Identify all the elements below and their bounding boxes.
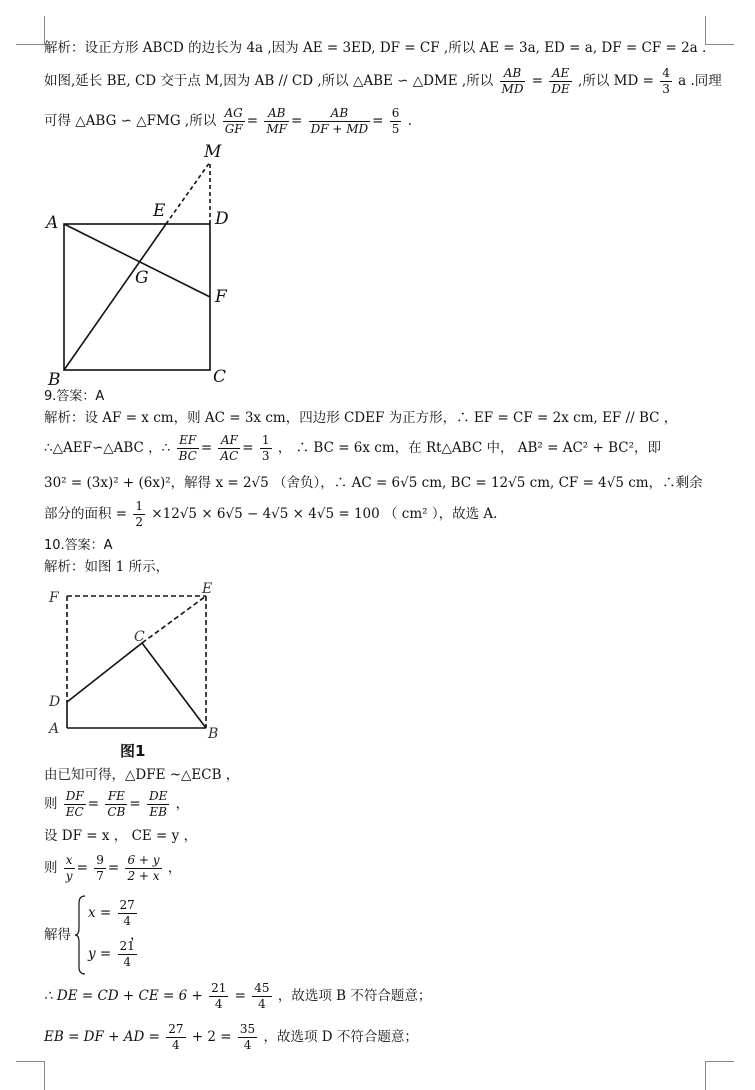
- s8-line-2: 如图,延长 BE, CD 交于点 M,因为 AB // CD ,所以 △ABE ∽ △DME ,所以 $\frac{AB}{MD}$ = $\frac{AE}{DE}$ ,所以 MD = $\frac{4}{3}$ a .同理: [44, 66, 722, 96]
- label-g: G: [135, 268, 149, 288]
- fraction-27-4-x: $\frac{27}{4}$: [119, 898, 135, 928]
- s10-eq: 则 $\frac{x}{y}$ = $\frac{9}{7}$ = $\frac{6 + y}{2 + x}$ ，: [44, 853, 182, 883]
- s8-line-1-text: 解析：设正方形 ABCD 的边长为 4a ,因为 AE = 3ED, DF = CF ,所以 AE = 3a, ED = a, DF = CF = 2a .: [44, 40, 707, 56]
- fig1-label-b: B: [208, 726, 219, 742]
- fraction-9-7: $\frac{9}{7}$: [96, 853, 104, 883]
- label-m: M: [204, 142, 222, 162]
- fig1-label-f: F: [49, 590, 59, 606]
- s9-line-4: 部分的面积 = $\frac{1}{2}$ ×12√5 × 6√5 − 4√5 × 4√5 = 100 （ cm² ），故选 A.: [44, 499, 498, 529]
- fraction-1-3: $\frac{1}{3}$: [261, 433, 270, 463]
- fraction-4-3: $\frac{4}{3}$: [662, 66, 670, 96]
- corner-mark-top-left: [16, 16, 45, 45]
- segment-dc: [67, 643, 142, 702]
- label-e: E: [153, 201, 166, 221]
- fraction-af-ac: $\frac{AF}{AC}$: [220, 433, 239, 463]
- fraction-ae-de: $\frac{AE}{DE}$: [551, 66, 570, 96]
- fraction-27-4: $\frac{27}{4}$: [168, 1022, 184, 1052]
- figure-caption: 图1: [120, 742, 146, 760]
- s10-line-1: 解析：如图 1 所示，: [44, 559, 170, 575]
- s10-answer: 10.答案：A: [44, 538, 113, 553]
- square-abcd: [64, 224, 210, 370]
- fraction-1-2: $\frac{1}{2}$: [135, 499, 144, 529]
- fig1-label-c: C: [134, 629, 145, 645]
- fig1-label-d: D: [49, 694, 61, 710]
- s9-line-2: ∴△AEF∽△ABC ，∴ $\frac{EF}{BC}$ = $\frac{AF}{AC}$ = $\frac{1}{3}$ ， ∴ BC = 6x cm，在 Rt△ABC 中， AB² = AC² + BC²，即: [44, 433, 662, 463]
- s10-ratio: 则 $\frac{DF}{EC}$ = $\frac{FE}{CB}$ = $\frac{DE}{EB}$ ，: [44, 789, 190, 819]
- label-d: D: [215, 209, 229, 229]
- fraction-35-4: $\frac{35}{4}$: [239, 1022, 256, 1052]
- fraction-ef-bc: $\frac{EF}{BC}$: [178, 433, 197, 463]
- fig1-label-a: A: [49, 721, 60, 737]
- label-b: B: [48, 370, 61, 390]
- brace-icon: [74, 895, 86, 975]
- fig1-label-e: E: [202, 581, 213, 597]
- s9-line-3: 30² = (3x)² + (6x)²，解得 x = 2√5 （舍负），∴ AC = 6√5 cm, BC = 12√5 cm, CF = 4√5 cm，∴剩余: [44, 475, 703, 491]
- s8-line-3: 可得 △ABG ∽ △FMG ,所以 $\frac{AG}{GF}$ = $\frac{AB}{MF}$ = $\frac{AB}{DF + MD}$ = $\frac{6}{5}$ .: [44, 106, 413, 136]
- segment-em-dashed: [166, 162, 210, 224]
- segment-be: [64, 224, 166, 370]
- fraction-ab-md: $\frac{AB}{MD}$: [501, 66, 524, 96]
- fraction-ag-gf: $\frac{AG}{GF}$: [224, 106, 243, 136]
- label-a: A: [46, 213, 59, 233]
- figure-1-diagram: [40, 580, 240, 760]
- figure-square-abcd: [40, 140, 240, 390]
- dashed-ce: [142, 596, 206, 643]
- fraction-de-eb: $\frac{DE}{EB}$: [148, 789, 168, 819]
- s9-line-1: 解析：设 AF = x cm，则 AC = 3x cm，四边形 CDEF 为正方形，∴ EF = CF = 2x cm, EF // BC ，: [44, 410, 678, 426]
- label-f: F: [215, 287, 227, 307]
- fraction-fe-cb: $\frac{FE}{CB}$: [107, 789, 126, 819]
- fraction-6-5: $\frac{6}{5}$: [391, 106, 400, 136]
- corner-mark-bottom-right: [705, 1061, 734, 1090]
- fraction-6y-2x: $\frac{6 + y}{2 + x}$: [127, 853, 160, 883]
- s8-line-2-text-b: ,所以 MD =: [578, 73, 654, 89]
- fraction-21-4: $\frac{21}{4}$: [211, 981, 227, 1011]
- fraction-21-4-y: $\frac{21}{4}$: [119, 939, 135, 969]
- s10-known: 由已知可得，△DFE ~△ECB ，: [44, 767, 240, 783]
- corner-mark-bottom-left: [16, 1061, 45, 1090]
- fraction-x-y: $\frac{x}{y}$: [65, 853, 73, 883]
- label-c: C: [213, 367, 227, 387]
- s10-set: 设 DF = x ， CE = y ，: [44, 828, 198, 844]
- s8-line-1: [44, 37, 715, 59]
- s8-line-2-text-a: 如图,延长 BE, CD 交于点 M,因为 AB // CD ,所以 △ABE ∽ △DME ,所以: [44, 73, 494, 89]
- s8-line-2-text-c: a .同理: [678, 73, 722, 89]
- s10-eb: EB = DF + AD = $\frac{27}{4}$ + 2 = $\frac{35}{4}$ ，故选项 D 不符合题意；: [44, 1022, 418, 1052]
- fraction-45-4: $\frac{45}{4}$: [254, 981, 270, 1011]
- segment-cb: [142, 643, 206, 728]
- s8-line-3-text: 可得 △ABG ∽ △FMG ,所以: [44, 113, 217, 129]
- fraction-ab-mf: $\frac{AB}{MF}$: [266, 106, 288, 136]
- fraction-ab-df-md: $\frac{AB}{DF + MD}$: [310, 106, 369, 136]
- fraction-df-ec: $\frac{DF}{EC}$: [65, 789, 84, 819]
- s10-de: ∴ DE = CD + CE = 6 + $\frac{21}{4}$ = $\frac{45}{4}$ ，故选项 B 不符合题意；: [44, 981, 432, 1011]
- s9-answer: 9.答案：A: [44, 389, 105, 404]
